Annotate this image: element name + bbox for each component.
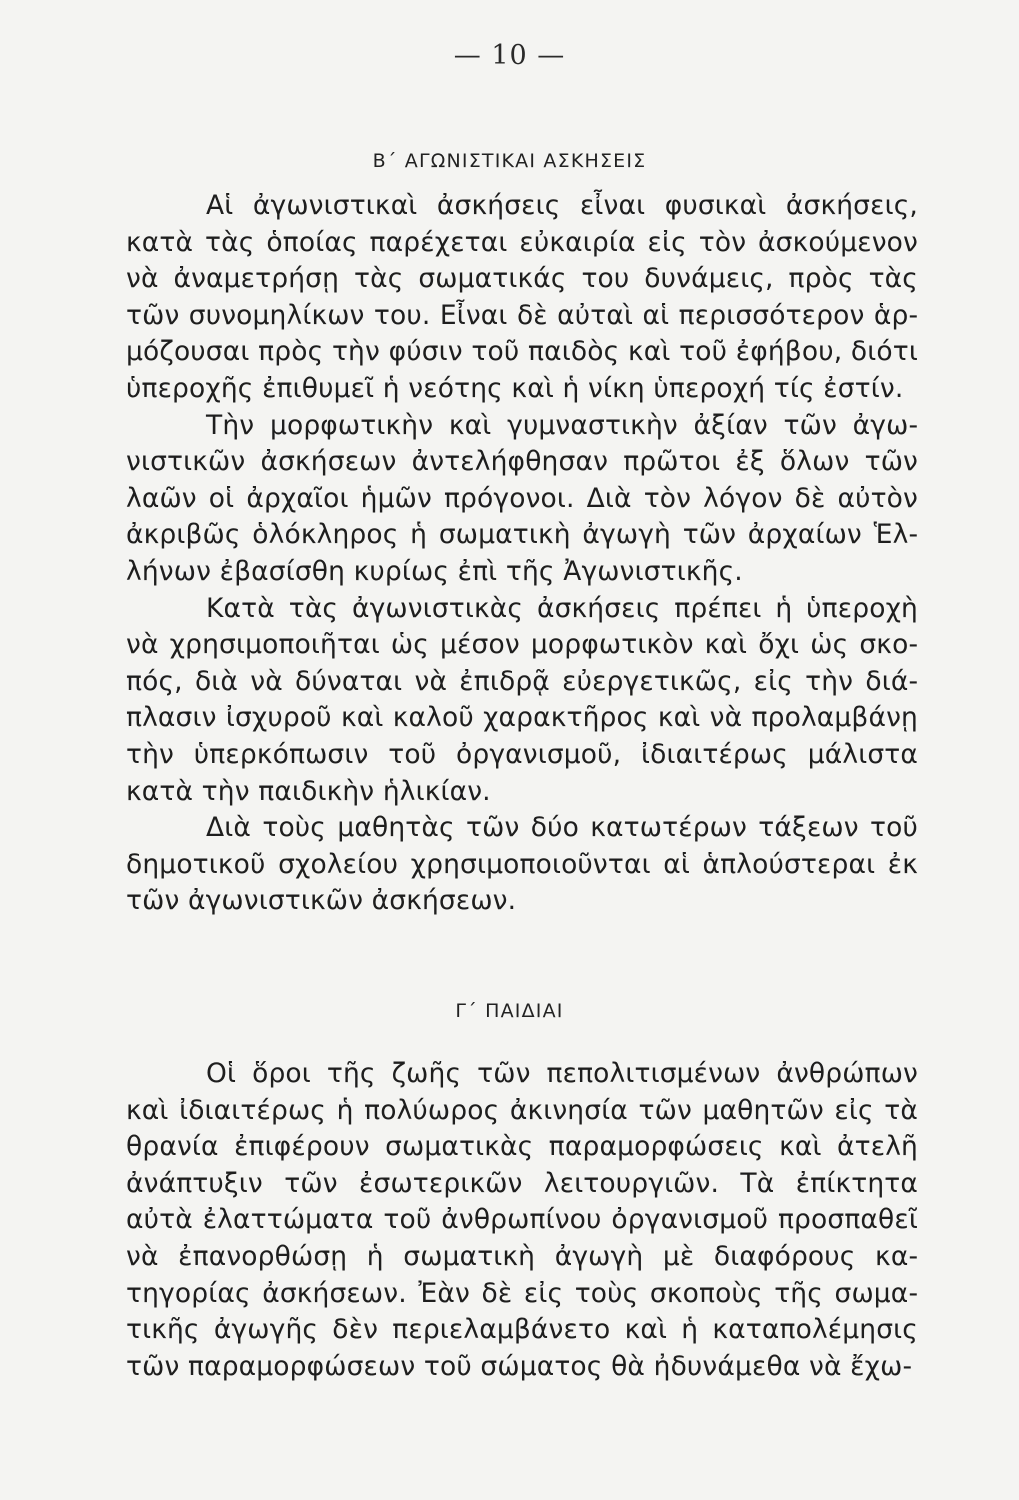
section-body-agonistikai (126, 188, 918, 920)
paragraph: Τὴν μορφωτικὴν καὶ γυμναστικὴν ἀξίαν τῶν ἀγωνιστικῶν ἀσκήσεων ἀντελήφθησαν πρῶτοι ἐξ ὅλων τῶν λαῶν οἱ ἀρχαῖοι ἡμῶν πρόγονοι. Διὰ τὸν λόγον δὲ αὐτὸν ἀκριβῶς ὁλόκληρος ἡ σωματικὴ ἀγωγὴ τῶν ἀρχαίων Ἑλλήνων ἐβασίσθη κυρίως ἐπὶ τῆς Ἀγωνιστικῆς. (126, 409, 918, 587)
page-number: — 10 — (453, 40, 566, 71)
paragraph: Διὰ τοὺς μαθητὰς τῶν δύο κατωτέρων τάξεων τοῦ δημοτικοῦ σχολείου χρησιμοποιοῦνται αἱ ἁπλούστεραι ἐκ τῶν ἀγωνιστικῶν ἀσκήσεων. (126, 812, 918, 917)
paragraph: Οἱ ὅροι τῆς ζωῆς τῶν πεπολιτισμένων ἀνθρώπων καὶ ἰδιαιτέρως ἡ πολύωρος ἀκινησία τῶν μαθητῶν εἰς τὰ θρανία ἐπιφέρουν σωματικὰς παραμορφώσεις καὶ ἀτελῆ ἀνάπτυξιν τῶν ἐσωτερικῶν λειτουργιῶν. Τὰ ἐπίκτητα αὐτὰ ἐλαττώματα τοῦ ἀνθρωπίνου ὀργανισμοῦ προσπαθεῖ νὰ ἐπανορθώσῃ ἡ σωματικὴ ἀγωγὴ μὲ διαφόρους κατηγορίας ἀσκήσεων. Ἐὰν δὲ εἰς τοὺς σκοποὺς τῆς σωματικῆς ἀγωγῆς δὲν περιελαμβάνετο καὶ ἡ καταπολέμησις τῶν παραμορφώσεων τοῦ σώματος θὰ ἠδυνάμεθα νὰ ἔχω- (126, 1058, 918, 1382)
section-heading-paidiai: Γ΄ ΠΑΙΔΙΑΙ (455, 1000, 564, 1022)
section-heading-agonistikai: Β΄ ΑΓΩΝΙΣΤΙΚΑΙ ΑΣΚΗΣΕΙΣ (372, 150, 647, 172)
paragraph: Αἱ ἀγωνιστικαὶ ἀσκήσεις εἶναι φυσικαὶ ἀσκήσεις, κατὰ τὰς ὁποίας παρέχεται εὐκαιρία εἰς τὸν ἀσκούμενον νὰ ἀναμετρήσῃ τὰς σωματικάς του δυνάμεις, πρὸς τὰς τῶν συνομηλίκων του. Εἶναι δὲ αὐταὶ αἱ περισσότερον ἁρμόζουσαι πρὸς τὴν φύσιν τοῦ παιδὸς καὶ τοῦ ἐφήβου, διότι ὑπεροχῆς ἐπιθυμεῖ ἡ νεότης καὶ ἡ νίκη ὑπεροχή τίς ἐστίν. (126, 190, 918, 404)
section-body-paidiai (126, 1056, 918, 1385)
paragraph: Κατὰ τὰς ἀγωνιστικὰς ἀσκήσεις πρέπει ἡ ὑπεροχὴ νὰ χρησιμοποιῆται ὡς μέσον μορφωτικὸν καὶ ὄχι ὡς σκοπός, διὰ νὰ δύναται νὰ ἐπιδρᾷ εὐεργετικῶς, εἰς τὴν διάπλασιν ἰσχυροῦ καὶ καλοῦ χαρακτῆρος καὶ νὰ προλαμβάνῃ τὴν ὑπερκόπωσιν τοῦ ὀργανισμοῦ, ἰδιαιτέρως μάλιστα κατὰ τὴν παιδικὴν ἡλικίαν. (126, 592, 918, 807)
